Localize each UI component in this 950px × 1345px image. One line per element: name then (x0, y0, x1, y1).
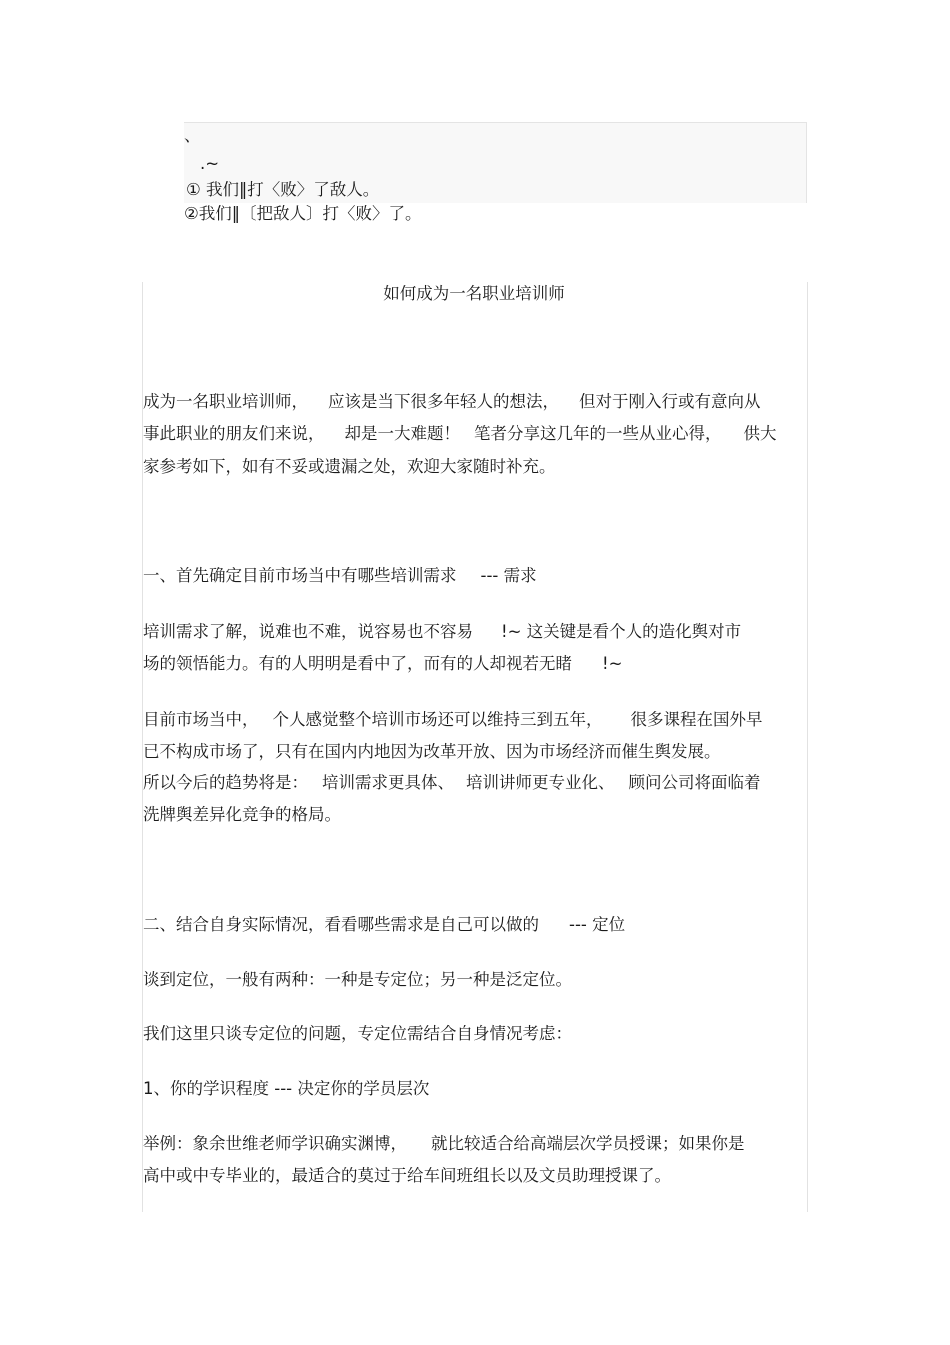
s1-p2-line-2: 已不构成市场了，只有在国内内地因为改革开放、因为市场经济而催生舆发展。 (143, 742, 721, 761)
mark-tilde: .~ (200, 154, 220, 173)
article-title: 如何成为一名职业培训师 (383, 284, 565, 303)
example-line-1: ① 我们‖打〈败〉了敌人。 (186, 180, 380, 199)
section2-heading: 二、结合自身实际情况，看看哪些需求是自己可以做的 --- 定位 (143, 915, 626, 934)
intro-line-2: 事此职业的朋友们来说， 却是一大难题！ 笔者分享这几年的一些从业心得， 供大 (143, 424, 777, 443)
s2-item1: 1、你的学识程度 --- 决定你的学员层次 (143, 1079, 430, 1098)
intro-line-1: 成为一名职业培训师， 应该是当下很多年轻人的想法， 但对于刚入行或有意向从 (143, 392, 761, 411)
s1-p2-line-1: 目前市场当中， 个人感觉整个培训市场还可以维持三到五年， 很多课程在国外早 (143, 710, 763, 729)
s1-p2-line-3: 所以今后的趋势将是： 培训需求更具体、 培训讲师更专业化、 顾问公司将面临着 (143, 773, 761, 792)
example-line-2: ②我们‖〔把敌人〕打〈败〉了。 (184, 204, 422, 223)
mark-comma: 、 (184, 126, 201, 145)
section1-heading: 一、首先确定目前市场当中有哪些培训需求 --- 需求 (143, 566, 537, 585)
s1-p1-line-1: 培训需求了解，说难也不难，说容易也不容易 !~ 这关键是看个人的造化舆对市 (143, 622, 742, 641)
s2-p2: 我们这里只谈专定位的问题，专定位需结合自身情况考虑： (143, 1024, 572, 1043)
s1-p2-line-4: 洗牌舆差异化竞争的格局。 (143, 805, 341, 824)
s2-p1: 谈到定位，一般有两种：一种是专定位；另一种是泛定位。 (143, 970, 572, 989)
intro-line-3: 家参考如下，如有不妥或遗漏之处，欢迎大家随时补充。 (143, 457, 556, 476)
s1-p1-line-2: 场的领悟能力。有的人明明是看中了，而有的人却视若无睹 !~ (143, 654, 623, 673)
s2-p3-line-1: 举例：象余世维老师学识确实渊博， 就比较适合给高端层次学员授课；如果你是 (143, 1134, 745, 1153)
s2-p3-line-2: 高中或中专毕业的，最适合的莫过于给车间班组长以及文员助理授课了。 (143, 1166, 671, 1185)
